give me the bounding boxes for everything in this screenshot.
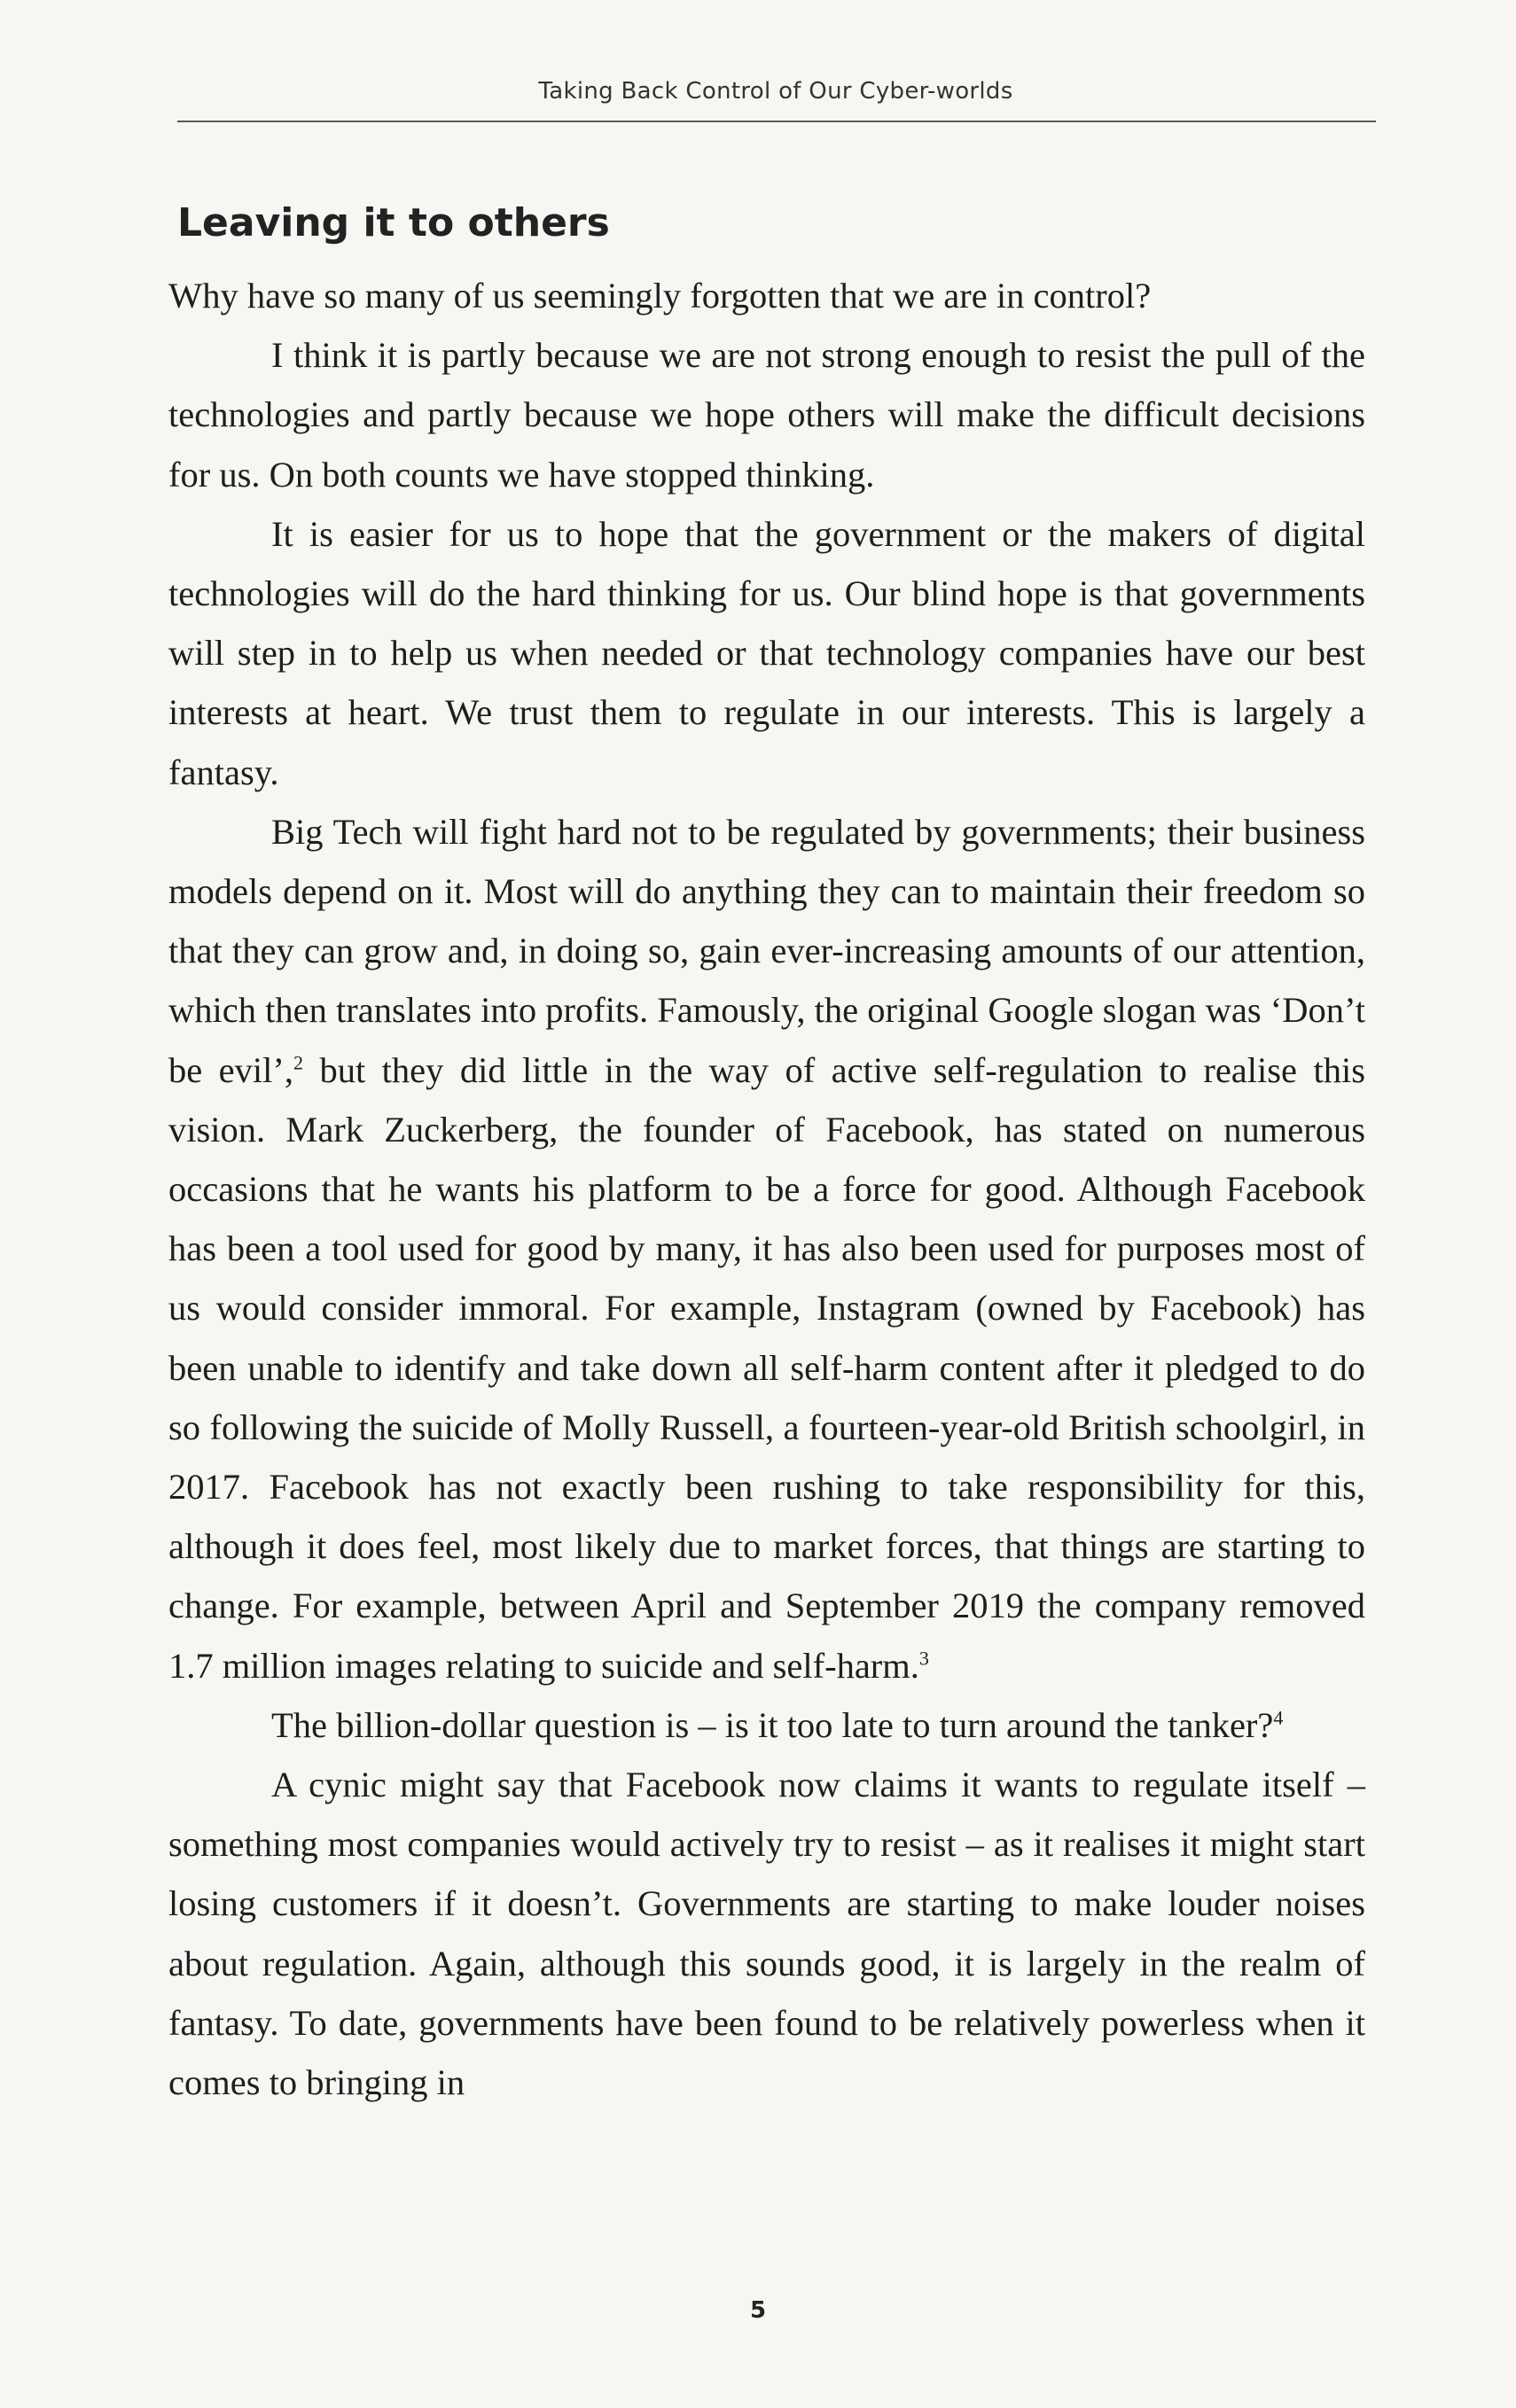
paragraph-4-part-2: but they did little in the way of active self-regulation to realise this vision. Mark Zuckerberg, the founder of Facebook, has stated on numerous occasions that he wants his platform to be a force for good. Although Facebook has been a tool used for good by many, it has also been used for purposes most of us would consider immoral. For example, Instagram (owned by Facebook) has been unable to identify and take down all self-harm content after it pledged to do so following the suicide of Molly Russell, a fourteen-year-old British schoolgirl, in 2017. Facebook has not exactly been rushing to take responsibility for this, although it does feel, most likely due to market forces, that things are starting to change. For example, between April and September 2019 the company removed 1.7 million images relating to suicide and self-harm. — [168, 1049, 1365, 1686]
paragraph-4 — [168, 802, 1365, 1695]
page-number: 5 — [749, 2297, 767, 2324]
paragraph-4-part-1: Big Tech will fight hard not to be regulated by governments; their business models depend on it. Most will do anything they can to maintain their freedom so that they can grow and, in doing so, gain ever-increasing amounts of our attention, which then translates into profits. Famously, the original Google slogan was ‘Don’t be evil’, — [168, 811, 1365, 1090]
paragraph-3: It is easier for us to hope that the government or the makers of digital technologies will do the hard thinking for us. Our blind hope is that governments will step in to help us when needed or that technology companies have our best interests at heart. We trust them to regulate in our interests. This is largely a fantasy. — [168, 513, 1365, 792]
section-heading: Leaving it to others — [177, 200, 610, 245]
body-text — [168, 266, 1365, 2112]
paragraph-5 — [168, 1695, 1365, 1755]
paragraph-1: Why have so many of us seemingly forgotten that we are in control? — [168, 276, 1152, 316]
header-rule — [177, 121, 1376, 122]
paragraph-5-text: The billion-dollar question is – is it too late to turn around the tanker? — [271, 1704, 1274, 1745]
paragraph-2: I think it is partly because we are not strong enough to resist the pull of the technologies and partly because we hope others will make the difficult decisions for us. On both counts we have stopped thinking. — [168, 335, 1365, 495]
paragraph-6: A cynic might say that Facebook now claims it wants to regulate itself – something most companies would actively try to resist – as it realises it might start losing customers if it doesn’t. Governments are starting to make louder noises about regulation. Again, although this sounds good, it is largely in the realm of fantasy. To date, governments have been found to be relatively powerless when it comes to bringing in — [168, 1765, 1365, 2103]
running-header: Taking Back Control of Our Cyber-worlds — [538, 78, 1013, 105]
footnote-marker-2: 2 — [293, 1051, 304, 1074]
footnote-marker-3: 3 — [918, 1647, 929, 1670]
footnote-marker-4: 4 — [1273, 1706, 1284, 1729]
